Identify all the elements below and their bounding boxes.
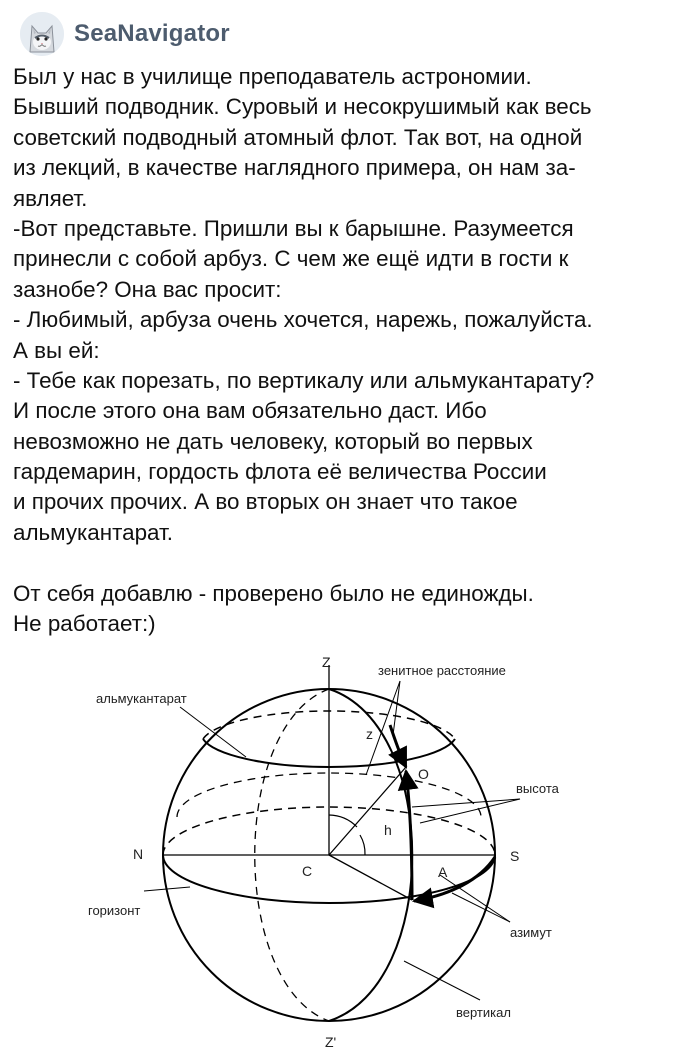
post-text-line: Бывший подводник. Суровый и несокрушимый как весь	[13, 94, 592, 120]
leader-azimuth-1	[440, 875, 510, 922]
post-text-line: А вы ей:	[13, 337, 100, 363]
label-zenith-distance: зенитное расстояние	[378, 663, 506, 678]
label-center: C	[302, 863, 313, 879]
label-o: O	[418, 766, 429, 782]
altitude-arc	[406, 771, 412, 900]
leader-zenith-distance-2	[393, 681, 400, 735]
label-azimuth: азимут	[510, 925, 552, 940]
post-text-line: из лекций, в качестве наглядного примера, он нам за-	[13, 155, 576, 181]
post-text-line: - Тебе как порезать, по вертикалу или альмукантарату?	[13, 367, 595, 393]
label-horizon: горизонт	[88, 903, 141, 918]
post-text-line: И после этого она вам обязательно даст. Ибо	[13, 398, 487, 424]
label-north: N	[133, 846, 144, 862]
label-altitude: высота	[516, 781, 559, 796]
label-azimuth-letter: A	[438, 864, 448, 880]
label-almucantar: альмукантарат	[96, 691, 187, 706]
leader-vertical	[404, 961, 480, 1000]
label-zenith: Z	[322, 654, 331, 670]
celestial-sphere-svg	[60, 645, 580, 1047]
label-vertical: вертикал	[456, 1005, 511, 1020]
author-name[interactable]: SeaNavigator	[74, 20, 230, 47]
post-text-line: зазнобе? Она вас просит:	[13, 276, 282, 302]
post-text-line: принесли с собой арбуз. С чем же ещё идти в гости к	[13, 246, 569, 272]
post-text-line: - Любимый, арбуза очень хочется, нарежь, пожалуйста.	[13, 307, 593, 333]
post-text-line: невозможно не дать человеку, который во первых	[13, 428, 533, 454]
label-south: S	[510, 848, 520, 864]
leader-azimuth-2	[452, 893, 510, 922]
post-text-line: являет.	[13, 185, 88, 211]
post-text-line	[13, 548, 697, 578]
post-text	[13, 62, 697, 639]
label-h: h	[384, 822, 392, 838]
leader-almucantar	[180, 707, 246, 757]
post-header	[20, 12, 230, 56]
label-z: z	[366, 726, 373, 742]
line-to-star	[329, 767, 406, 855]
post-text-line: Не работает:)	[13, 611, 156, 637]
post-text-line: гардемарин, гордость флота её величества России	[13, 459, 547, 485]
cat-avatar-icon[interactable]	[20, 12, 64, 56]
label-nadir: Z'	[325, 1034, 337, 1047]
post-text-line: Был у нас в училище преподаватель астрономии.	[13, 64, 532, 89]
post-text-line: От себя добавлю - проверено было не единожды.	[13, 580, 534, 606]
post-text-line: альмукантарат.	[13, 519, 173, 545]
post-text-line: и прочих прочих. А во вторых он знает что такое	[13, 489, 518, 515]
post-text-line: -Вот представьте. Пришли вы к барышне. Разумеется	[13, 215, 574, 241]
line-to-horizon-point	[329, 855, 412, 900]
altitude-angle-arc	[360, 835, 365, 855]
zenith-angle-arc	[329, 815, 357, 827]
celestial-sphere-diagram	[60, 645, 580, 1052]
post-text-line: советский подводный атомный флот. Так вот, на одной	[13, 124, 583, 150]
